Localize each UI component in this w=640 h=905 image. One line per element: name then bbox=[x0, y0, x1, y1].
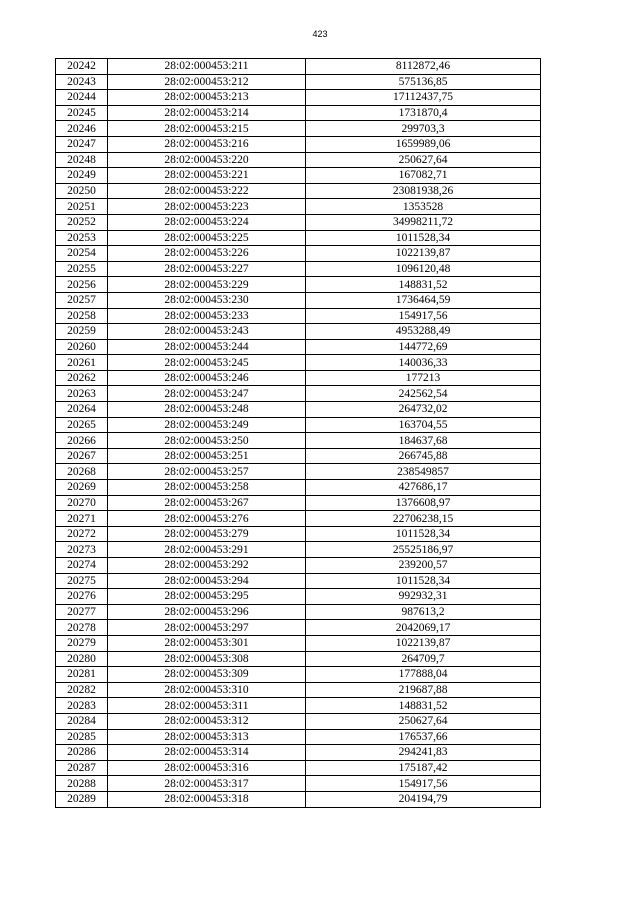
cadastral-number-cell: 28:02:000453:211 bbox=[108, 59, 306, 75]
row-number-cell: 20273 bbox=[56, 542, 108, 558]
cadastral-number-cell: 28:02:000453:267 bbox=[108, 495, 306, 511]
row-number-cell: 20270 bbox=[56, 495, 108, 511]
row-number-cell: 20286 bbox=[56, 745, 108, 761]
row-number-cell: 20284 bbox=[56, 713, 108, 729]
cadastral-value-cell: 154917,56 bbox=[306, 308, 541, 324]
table-row bbox=[56, 59, 541, 75]
cadastral-value-cell: 1011528,34 bbox=[306, 573, 541, 589]
table-row bbox=[56, 682, 541, 698]
row-number-cell: 20281 bbox=[56, 667, 108, 683]
row-number-cell: 20247 bbox=[56, 136, 108, 152]
cadastral-number-cell: 28:02:000453:224 bbox=[108, 214, 306, 230]
cadastral-number-cell: 28:02:000453:257 bbox=[108, 464, 306, 480]
row-number-cell: 20257 bbox=[56, 292, 108, 308]
cadastral-number-cell: 28:02:000453:212 bbox=[108, 74, 306, 90]
cadastral-value-cell: 1736464,59 bbox=[306, 292, 541, 308]
cadastral-number-cell: 28:02:000453:245 bbox=[108, 355, 306, 371]
table-row bbox=[56, 246, 541, 262]
row-number-cell: 20289 bbox=[56, 791, 108, 807]
row-number-cell: 20259 bbox=[56, 324, 108, 340]
cadastral-number-cell: 28:02:000453:297 bbox=[108, 620, 306, 636]
table-row bbox=[56, 230, 541, 246]
cadastral-number-cell: 28:02:000453:230 bbox=[108, 292, 306, 308]
row-number-cell: 20265 bbox=[56, 417, 108, 433]
table-row bbox=[56, 464, 541, 480]
cadastral-number-cell: 28:02:000453:233 bbox=[108, 308, 306, 324]
cadastral-value-cell: 219687,88 bbox=[306, 682, 541, 698]
cadastral-value-cell: 177213 bbox=[306, 370, 541, 386]
cadastral-number-cell: 28:02:000453:216 bbox=[108, 136, 306, 152]
table-row bbox=[56, 667, 541, 683]
table-row bbox=[56, 448, 541, 464]
row-number-cell: 20275 bbox=[56, 573, 108, 589]
table-row bbox=[56, 791, 541, 807]
cadastral-value-cell: 148831,52 bbox=[306, 698, 541, 714]
row-number-cell: 20287 bbox=[56, 760, 108, 776]
row-number-cell: 20243 bbox=[56, 74, 108, 90]
cadastral-value-cell: 167082,71 bbox=[306, 168, 541, 184]
row-number-cell: 20271 bbox=[56, 511, 108, 527]
cadastral-number-cell: 28:02:000453:223 bbox=[108, 199, 306, 215]
cadastral-value-cell: 8112872,46 bbox=[306, 59, 541, 75]
cadastral-value-cell: 575136,85 bbox=[306, 74, 541, 90]
table-row bbox=[56, 433, 541, 449]
cadastral-value-cell: 1022139,87 bbox=[306, 635, 541, 651]
cadastral-value-cell: 1659989,06 bbox=[306, 136, 541, 152]
cadastral-number-cell: 28:02:000453:296 bbox=[108, 604, 306, 620]
cadastral-value-cell: 2042069,17 bbox=[306, 620, 541, 636]
cadastral-value-cell: 17112437,75 bbox=[306, 90, 541, 106]
row-number-cell: 20256 bbox=[56, 277, 108, 293]
cadastral-value-cell: 299703,3 bbox=[306, 121, 541, 137]
cadastral-value-cell: 239200,57 bbox=[306, 558, 541, 574]
cadastral-value-cell: 242562,54 bbox=[306, 386, 541, 402]
row-number-cell: 20269 bbox=[56, 480, 108, 496]
cadastral-number-cell: 28:02:000453:220 bbox=[108, 152, 306, 168]
table-row bbox=[56, 604, 541, 620]
table-row bbox=[56, 417, 541, 433]
cadastral-value-cell: 992932,31 bbox=[306, 589, 541, 605]
cadastral-value-cell: 204194,79 bbox=[306, 791, 541, 807]
row-number-cell: 20253 bbox=[56, 230, 108, 246]
table-row bbox=[56, 620, 541, 636]
page-number: 423 bbox=[312, 29, 328, 39]
cadastral-number-cell: 28:02:000453:229 bbox=[108, 277, 306, 293]
table-row bbox=[56, 105, 541, 121]
row-number-cell: 20280 bbox=[56, 651, 108, 667]
table-row bbox=[56, 776, 541, 792]
row-number-cell: 20278 bbox=[56, 620, 108, 636]
cadastral-value-cell: 25525186,97 bbox=[306, 542, 541, 558]
row-number-cell: 20285 bbox=[56, 729, 108, 745]
table-row bbox=[56, 199, 541, 215]
cadastral-value-cell: 264732,02 bbox=[306, 402, 541, 418]
table-row bbox=[56, 558, 541, 574]
row-number-cell: 20249 bbox=[56, 168, 108, 184]
cadastral-number-cell: 28:02:000453:295 bbox=[108, 589, 306, 605]
cadastral-number-cell: 28:02:000453:309 bbox=[108, 667, 306, 683]
cadastral-number-cell: 28:02:000453:308 bbox=[108, 651, 306, 667]
cadastral-number-cell: 28:02:000453:221 bbox=[108, 168, 306, 184]
cadastral-value-cell: 140036,33 bbox=[306, 355, 541, 371]
table-row bbox=[56, 121, 541, 137]
table-row bbox=[56, 152, 541, 168]
cadastral-value-cell: 22706238,15 bbox=[306, 511, 541, 527]
table-row bbox=[56, 277, 541, 293]
row-number-cell: 20274 bbox=[56, 558, 108, 574]
cadastral-value-cell: 184637,68 bbox=[306, 433, 541, 449]
cadastral-number-cell: 28:02:000453:222 bbox=[108, 183, 306, 199]
cadastral-number-cell: 28:02:000453:246 bbox=[108, 370, 306, 386]
cadastral-number-cell: 28:02:000453:316 bbox=[108, 760, 306, 776]
row-number-cell: 20268 bbox=[56, 464, 108, 480]
cadastral-value-cell: 427686,17 bbox=[306, 480, 541, 496]
cadastral-number-cell: 28:02:000453:214 bbox=[108, 105, 306, 121]
cadastral-value-cell: 1353528 bbox=[306, 199, 541, 215]
cadastral-number-cell: 28:02:000453:294 bbox=[108, 573, 306, 589]
row-number-cell: 20283 bbox=[56, 698, 108, 714]
cadastral-value-cell: 163704,55 bbox=[306, 417, 541, 433]
row-number-cell: 20266 bbox=[56, 433, 108, 449]
cadastral-value-table bbox=[55, 58, 541, 808]
table-row bbox=[56, 386, 541, 402]
table-row bbox=[56, 589, 541, 605]
row-number-cell: 20288 bbox=[56, 776, 108, 792]
table-row bbox=[56, 261, 541, 277]
cadastral-value-cell: 154917,56 bbox=[306, 776, 541, 792]
cadastral-number-cell: 28:02:000453:215 bbox=[108, 121, 306, 137]
row-number-cell: 20261 bbox=[56, 355, 108, 371]
table-row bbox=[56, 511, 541, 527]
cadastral-value-cell: 34998211,72 bbox=[306, 214, 541, 230]
table-row bbox=[56, 495, 541, 511]
table-row bbox=[56, 339, 541, 355]
row-number-cell: 20244 bbox=[56, 90, 108, 106]
cadastral-number-cell: 28:02:000453:227 bbox=[108, 261, 306, 277]
cadastral-number-cell: 28:02:000453:318 bbox=[108, 791, 306, 807]
table-row bbox=[56, 355, 541, 371]
cadastral-value-cell: 238549857 bbox=[306, 464, 541, 480]
table-row bbox=[56, 480, 541, 496]
cadastral-number-cell: 28:02:000453:226 bbox=[108, 246, 306, 262]
table-row bbox=[56, 136, 541, 152]
row-number-cell: 20262 bbox=[56, 370, 108, 386]
cadastral-number-cell: 28:02:000453:313 bbox=[108, 729, 306, 745]
cadastral-number-cell: 28:02:000453:244 bbox=[108, 339, 306, 355]
cadastral-value-cell: 177888,04 bbox=[306, 667, 541, 683]
table-row bbox=[56, 292, 541, 308]
cadastral-value-cell: 144772,69 bbox=[306, 339, 541, 355]
cadastral-value-cell: 1731870,4 bbox=[306, 105, 541, 121]
row-number-cell: 20258 bbox=[56, 308, 108, 324]
cadastral-number-cell: 28:02:000453:248 bbox=[108, 402, 306, 418]
table-row bbox=[56, 651, 541, 667]
row-number-cell: 20264 bbox=[56, 402, 108, 418]
cadastral-number-cell: 28:02:000453:247 bbox=[108, 386, 306, 402]
table-row bbox=[56, 526, 541, 542]
table-body bbox=[56, 59, 541, 808]
cadastral-value-cell: 987613,2 bbox=[306, 604, 541, 620]
table-row bbox=[56, 635, 541, 651]
table-row bbox=[56, 214, 541, 230]
table-row bbox=[56, 370, 541, 386]
cadastral-number-cell: 28:02:000453:292 bbox=[108, 558, 306, 574]
row-number-cell: 20252 bbox=[56, 214, 108, 230]
cadastral-number-cell: 28:02:000453:311 bbox=[108, 698, 306, 714]
row-number-cell: 20248 bbox=[56, 152, 108, 168]
cadastral-number-cell: 28:02:000453:250 bbox=[108, 433, 306, 449]
cadastral-value-cell: 148831,52 bbox=[306, 277, 541, 293]
cadastral-number-cell: 28:02:000453:312 bbox=[108, 713, 306, 729]
cadastral-number-cell: 28:02:000453:251 bbox=[108, 448, 306, 464]
table-row bbox=[56, 90, 541, 106]
row-number-cell: 20250 bbox=[56, 183, 108, 199]
cadastral-number-cell: 28:02:000453:225 bbox=[108, 230, 306, 246]
table-row bbox=[56, 713, 541, 729]
cadastral-number-cell: 28:02:000453:213 bbox=[108, 90, 306, 106]
cadastral-value-cell: 1022139,87 bbox=[306, 246, 541, 262]
cadastral-value-cell: 264709,7 bbox=[306, 651, 541, 667]
table-row bbox=[56, 760, 541, 776]
row-number-cell: 20282 bbox=[56, 682, 108, 698]
table-row bbox=[56, 402, 541, 418]
cadastral-value-cell: 266745,88 bbox=[306, 448, 541, 464]
table-row bbox=[56, 183, 541, 199]
row-number-cell: 20277 bbox=[56, 604, 108, 620]
table-row bbox=[56, 168, 541, 184]
cadastral-value-cell: 1011528,34 bbox=[306, 526, 541, 542]
cadastral-value-cell: 250627,64 bbox=[306, 713, 541, 729]
cadastral-number-cell: 28:02:000453:243 bbox=[108, 324, 306, 340]
table-row bbox=[56, 745, 541, 761]
row-number-cell: 20245 bbox=[56, 105, 108, 121]
table-row bbox=[56, 324, 541, 340]
cadastral-value-cell: 4953288,49 bbox=[306, 324, 541, 340]
cadastral-value-cell: 250627,64 bbox=[306, 152, 541, 168]
cadastral-number-cell: 28:02:000453:314 bbox=[108, 745, 306, 761]
cadastral-number-cell: 28:02:000453:249 bbox=[108, 417, 306, 433]
cadastral-number-cell: 28:02:000453:258 bbox=[108, 480, 306, 496]
table-row bbox=[56, 698, 541, 714]
cadastral-number-cell: 28:02:000453:317 bbox=[108, 776, 306, 792]
row-number-cell: 20255 bbox=[56, 261, 108, 277]
cadastral-number-cell: 28:02:000453:279 bbox=[108, 526, 306, 542]
row-number-cell: 20267 bbox=[56, 448, 108, 464]
cadastral-number-cell: 28:02:000453:276 bbox=[108, 511, 306, 527]
cadastral-number-cell: 28:02:000453:310 bbox=[108, 682, 306, 698]
row-number-cell: 20263 bbox=[56, 386, 108, 402]
row-number-cell: 20254 bbox=[56, 246, 108, 262]
cadastral-value-cell: 1011528,34 bbox=[306, 230, 541, 246]
table-row bbox=[56, 573, 541, 589]
cadastral-value-cell: 1096120,48 bbox=[306, 261, 541, 277]
table-row bbox=[56, 308, 541, 324]
row-number-cell: 20276 bbox=[56, 589, 108, 605]
table-row bbox=[56, 542, 541, 558]
cadastral-number-cell: 28:02:000453:291 bbox=[108, 542, 306, 558]
row-number-cell: 20246 bbox=[56, 121, 108, 137]
row-number-cell: 20272 bbox=[56, 526, 108, 542]
table-row bbox=[56, 729, 541, 745]
cadastral-value-cell: 175187,42 bbox=[306, 760, 541, 776]
row-number-cell: 20260 bbox=[56, 339, 108, 355]
cadastral-value-cell: 176537,66 bbox=[306, 729, 541, 745]
cadastral-number-cell: 28:02:000453:301 bbox=[108, 635, 306, 651]
table-row bbox=[56, 74, 541, 90]
cadastral-value-cell: 23081938,26 bbox=[306, 183, 541, 199]
cadastral-value-cell: 294241,83 bbox=[306, 745, 541, 761]
row-number-cell: 20251 bbox=[56, 199, 108, 215]
cadastral-value-cell: 1376608,97 bbox=[306, 495, 541, 511]
row-number-cell: 20242 bbox=[56, 59, 108, 75]
row-number-cell: 20279 bbox=[56, 635, 108, 651]
